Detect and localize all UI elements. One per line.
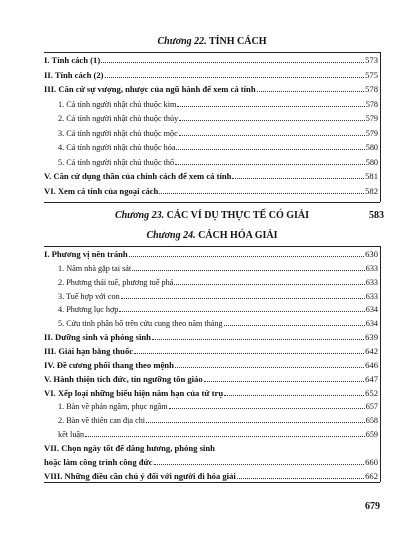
toc-entry-page: 582 <box>365 185 378 196</box>
chapter-22-number: Chương 22. <box>157 36 207 47</box>
toc-entry-title: 3. Tuế hợp với con <box>58 291 120 301</box>
toc-entry <box>58 318 378 329</box>
toc-leader-dots <box>154 457 365 465</box>
toc-entry <box>44 55 378 66</box>
toc-entry-title: VIII. Những điều cần chú ý đối với người đi hóa giải <box>44 470 236 481</box>
chapter-24-heading <box>40 230 384 241</box>
toc-leader-dots <box>169 401 365 409</box>
chapter-23-heading <box>40 210 384 221</box>
toc-entry-page: 662 <box>365 470 378 481</box>
toc-leader-dots <box>85 429 365 437</box>
toc-entry-title: VI. Xem cá tính của ngoại cách <box>44 185 159 196</box>
toc-entry <box>58 429 378 440</box>
toc-entry-title: II. Tính cách (2) <box>44 69 104 80</box>
toc-leader-dots <box>129 249 364 257</box>
page-number: 679 <box>365 501 380 512</box>
toc-entry-page: 578 <box>365 99 378 109</box>
chapter-23-page: 583 <box>369 210 384 221</box>
toc-leader-dots <box>179 113 365 121</box>
toc-leader-dots <box>119 304 364 312</box>
toc-entry-page: 633 <box>365 277 378 287</box>
toc-leader-dots <box>175 157 365 165</box>
toc-entry <box>58 277 378 288</box>
toc-entry <box>58 263 378 274</box>
toc-entry-page: 581 <box>365 171 378 181</box>
table-right-rule <box>380 52 381 202</box>
toc-leader-dots <box>132 263 365 271</box>
toc-leader-dots <box>146 415 365 423</box>
toc-entry-page: 657 <box>365 402 378 412</box>
toc-entry-page: 647 <box>365 373 378 384</box>
toc-leader-dots <box>101 55 364 63</box>
toc-entry-page: 580 <box>365 157 378 167</box>
toc-entry <box>58 142 378 153</box>
toc-entry-title: 4. Cá tính người nhật chủ thuộc hỏa <box>58 143 176 152</box>
toc-leader-dots <box>224 318 365 326</box>
toc-entry <box>58 128 378 139</box>
toc-leader-dots <box>174 277 364 285</box>
toc-entry <box>44 471 378 482</box>
table-top-rule <box>44 52 380 53</box>
toc-entry <box>44 171 378 182</box>
toc-entry-title: 4. Phương lục hợp <box>58 305 119 315</box>
toc-leader-dots <box>237 471 364 479</box>
toc-entry-title: IV. Đề cương phối thang theo mệnh <box>44 359 174 370</box>
toc-entry <box>44 443 378 454</box>
toc-entry-title: 2. Cá tính người nhật chủ thuộc thủy <box>58 114 179 123</box>
toc-entry <box>44 186 378 197</box>
toc-entry <box>44 388 378 399</box>
toc-entry <box>58 99 378 110</box>
toc-entry <box>44 457 378 468</box>
toc-entry-title: I. Phương vị nên tránh <box>44 249 128 259</box>
toc-entry-page: 573 <box>365 55 378 65</box>
toc-entry-title: III. Giải hạn bằng thuốc <box>44 345 134 356</box>
toc-entry <box>44 346 378 357</box>
toc-entry <box>58 291 378 302</box>
toc-entry <box>44 84 378 95</box>
toc-entry-title: 5. Cửu tinh phân bố trên cửu cung theo năm tháng <box>58 319 223 329</box>
toc-entry-title: VI. Xếp loại những biểu hiện năm hạn của tứ trụ <box>44 387 224 398</box>
toc-leader-dots <box>257 84 365 92</box>
toc-entry-title: 1. Năm nhà gặp tai sát <box>58 263 132 273</box>
toc-entry <box>58 157 378 168</box>
toc-leader-dots <box>216 444 377 451</box>
toc-entry-title: kết luận <box>58 430 85 440</box>
toc-entry-title: V. Căn cứ dụng thần của chính cách để xem cá tính <box>44 171 232 181</box>
toc-entry-page: 579 <box>365 128 378 138</box>
toc-entry-page: 634 <box>365 305 378 315</box>
toc-leader-dots <box>105 70 365 78</box>
toc-leader-dots <box>232 171 364 179</box>
chapter-24-number: Chương 24. <box>146 230 196 241</box>
toc-entry-title: 1. Bàn về phản ngâm, phục ngâm <box>58 402 168 412</box>
toc-entry-title: hoặc làm công trình công đức <box>44 456 153 467</box>
toc-entry-page: 646 <box>365 359 378 370</box>
chapter-22-title: TÍNH CÁCH <box>208 36 267 47</box>
chapter-23-number: Chương 23. <box>114 210 165 221</box>
toc-entry-page: 579 <box>365 114 378 123</box>
toc-entry <box>44 332 378 343</box>
toc-leader-dots <box>176 142 364 150</box>
table2-top-rule <box>44 246 380 247</box>
toc-leader-dots <box>152 332 364 340</box>
toc-entry-page: 639 <box>365 332 378 343</box>
toc-entry-page: 633 <box>365 291 378 301</box>
toc-entry-title: I. Tính cách (1) <box>44 55 101 65</box>
table-bottom-rule <box>44 202 380 203</box>
toc-entry-title: V. Hành thiện tích đức, tín ngưỡng tôn giáo <box>44 373 203 384</box>
toc-entry-title: 3. Cá tính người nhật chủ thuộc mộc <box>58 128 178 138</box>
toc-entry-page: 580 <box>365 143 378 152</box>
toc-entry-page: 630 <box>365 249 378 259</box>
toc-entry-title: 2. Bàn về thiên can địa chi <box>58 416 146 426</box>
toc-entry <box>58 113 378 124</box>
toc-leader-dots <box>177 99 364 107</box>
toc-leader-dots <box>175 360 364 368</box>
toc-entry <box>44 70 378 81</box>
toc-entry-page: 660 <box>365 456 378 467</box>
toc-entry-page: 633 <box>365 263 378 273</box>
toc-entry <box>58 415 378 426</box>
toc-entry-page: 634 <box>365 319 378 329</box>
toc-entry <box>58 401 378 412</box>
toc-leader-dots <box>134 346 364 354</box>
toc-entry <box>58 304 378 315</box>
toc-entry-title: 1. Cá tính người nhật chủ thuộc kim <box>58 99 177 109</box>
toc-entry-page: 658 <box>365 416 378 426</box>
toc-entry-title: 2. Phương thái tuế, phương tuế phá <box>58 277 174 287</box>
chapter-23-title: CÁC VÍ DỤ THỰC TẾ CÓ GIẢI <box>166 210 310 221</box>
toc-leader-dots <box>159 186 364 194</box>
toc-entry-page: 575 <box>365 69 378 80</box>
toc-entry-page: 659 <box>365 430 378 440</box>
toc-entry-title: III. Căn cứ sự vượng, nhược của ngũ hành để xem cá tính <box>44 84 256 94</box>
chapter-22-heading <box>40 36 384 47</box>
table2-bottom-rule <box>44 482 380 483</box>
toc-leader-dots <box>224 388 364 396</box>
toc-entry-page: 578 <box>365 84 378 94</box>
toc-leader-dots <box>204 374 364 382</box>
toc-entry <box>44 249 378 260</box>
toc-entry-title: II. Dưỡng sinh và phóng sinh <box>44 332 151 343</box>
chapter-24-title: CÁCH HÓA GIẢI <box>198 230 278 241</box>
toc-leader-dots <box>179 128 365 136</box>
toc-entry-page: 652 <box>365 387 378 398</box>
toc-entry-title: 5. Cá tính người nhật chủ thuộc thổ <box>58 157 175 167</box>
toc-entry <box>44 374 378 385</box>
toc-entry-page: 642 <box>365 345 378 356</box>
toc-leader-dots <box>121 291 365 299</box>
toc-entry-title: VII. Chọn ngày tốt để dâng hương, phóng sinh <box>44 442 215 453</box>
table2-right-rule <box>380 246 381 482</box>
toc-entry <box>44 360 378 371</box>
